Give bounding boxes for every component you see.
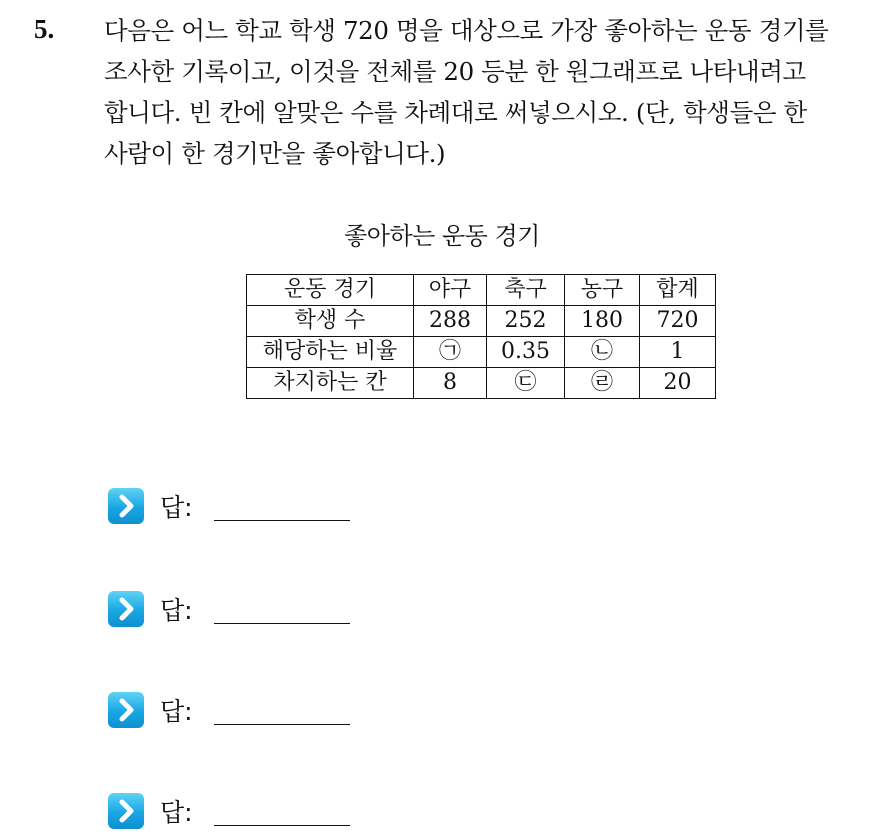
table-cell: ㉢ [487,368,565,399]
table-cell: 288 [414,306,487,337]
table-cell: 20 [640,368,716,399]
answer-label: 답: [160,798,193,827]
table-cell: ㉠ [414,337,487,368]
answer-blank[interactable] [214,623,350,624]
answer-label: 답: [160,493,193,522]
table-cell: 180 [565,306,640,337]
table-cell: 252 [487,306,565,337]
table-cell: ㉣ [565,368,640,399]
question-line: 사람이 한 경기만을 좋아합니다.) [104,139,446,168]
chevron-right-icon [108,591,144,627]
table-cell: 해당하는 비율 [247,337,414,368]
table-cell: 축구 [487,275,565,306]
table-row [247,306,716,337]
answer-blank[interactable] [214,724,350,725]
table-cell: 합계 [640,275,716,306]
chevron-right-icon [108,793,144,829]
sports-table [246,274,716,399]
table-cell: 농구 [565,275,640,306]
table-cell: 차지하는 칸 [247,368,414,399]
question-line: 조사한 기록이고, 이것을 전체를 20 등분 한 원그래프로 나타내려고 [104,57,806,86]
question-number: 5. [34,14,55,44]
table-cell: 720 [640,306,716,337]
table-row [247,337,716,368]
answer-label: 답: [160,596,193,625]
answer-blank[interactable] [214,520,350,521]
answer-label: 답: [160,697,193,726]
chevron-right-icon [108,692,144,728]
table-title: 좋아하는 운동 경기 [344,222,540,250]
table-row [247,368,716,399]
table-cell: 야구 [414,275,487,306]
table-cell: 학생 수 [247,306,414,337]
table-cell: 1 [640,337,716,368]
table-cell: 운동 경기 [247,275,414,306]
table-cell: 0.35 [487,337,565,368]
table-cell: 8 [414,368,487,399]
question-line: 합니다. 빈 칸에 알맞은 수를 차례대로 써넣으시오. (단, 학생들은 한 [104,98,807,127]
question-text [104,10,874,174]
table-row [247,275,716,306]
answer-blank[interactable] [214,825,350,826]
question-line: 다음은 어느 학교 학생 720 명을 대상으로 가장 좋아하는 운동 경기를 [104,16,829,45]
table-cell: ㉡ [565,337,640,368]
chevron-right-icon [108,488,144,524]
